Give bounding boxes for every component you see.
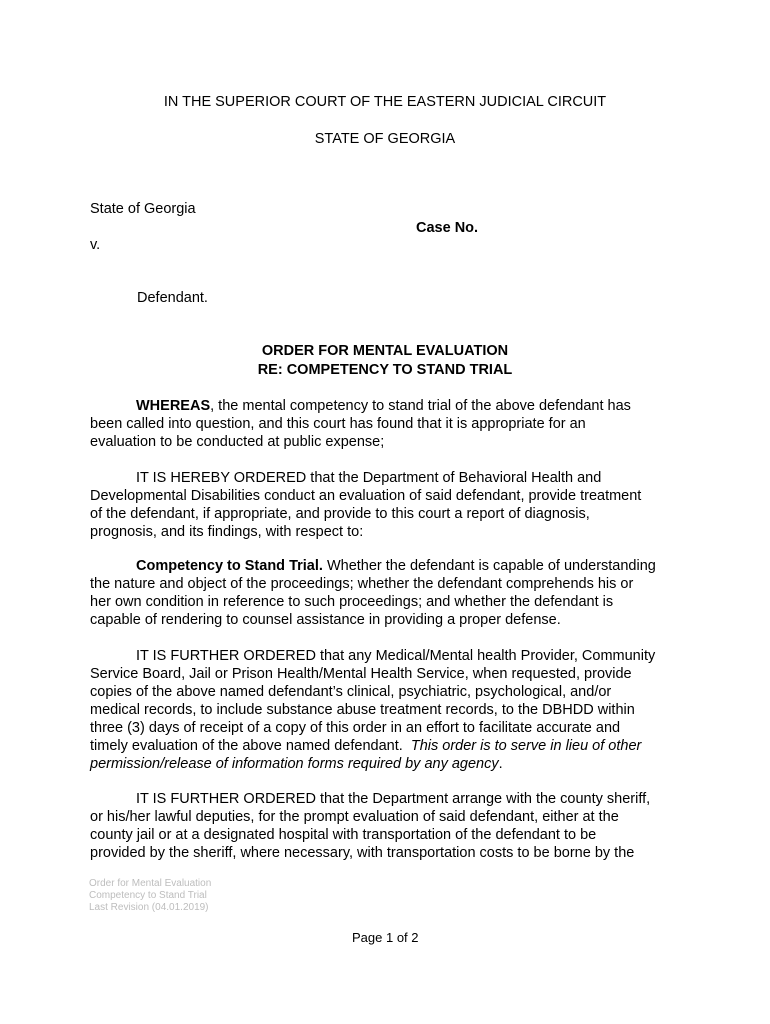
order-subtitle: RE: COMPETENCY TO STAND TRIAL	[257, 362, 513, 378]
state-heading: STATE OF GEORGIA	[314, 131, 456, 147]
footer-form-subtitle: Competency to Stand Trial	[89, 890, 207, 901]
page-number: Page 1 of 2	[352, 930, 419, 945]
competency-lead: Competency to Stand Trial.	[136, 558, 323, 574]
footer-revision: Last Revision (04.01.2019)	[89, 902, 209, 913]
case-number-label: Case No.	[416, 220, 479, 236]
whereas-paragraph: WHEREAS, the mental competency to stand trial of the above defendant has been called into question, and this court has found that it is appropriate for an evaluation to be conducted at public expense;	[90, 398, 631, 450]
versus-text: v.	[90, 237, 101, 253]
further-ordered-records-paragraph: IT IS FURTHER ORDERED that any Medical/Mental health Provider, Community Service Board, Jail or Prison Health/Mental Health Service, when requested, provide copies of the above named defendant’s clinical, psychiatric, psychological, and/or medical records, to include substance abuse treatment records, to the DBHDD within three (3) days of receipt of a copy of this order in an effort to facilitate accurate and timely evaluation of the above named defendant. This order is to serve in lieu of other permission/release of information forms required by any agency.	[90, 648, 656, 772]
court-heading: IN THE SUPERIOR COURT OF THE EASTERN JUDICIAL CIRCUIT	[163, 94, 607, 110]
order-title: ORDER FOR MENTAL EVALUATION	[261, 343, 509, 359]
whereas-lead: WHEREAS	[136, 398, 211, 414]
competency-paragraph: Competency to Stand Trial. Whether the defendant is capable of understanding the nature and object of the proceedings; whether the defendant comprehends his or her own condition in reference to such proceedings; and whether the defendant is capable of rendering to counsel assistance in providing a proper defense.	[90, 558, 656, 628]
further-ordered-transport-paragraph: IT IS FURTHER ORDERED that the Department arrange with the county sheriff, or his/her lawful deputies, for the prompt evaluation of said defendant, either at the county jail or at a designated hospital with transportation of the defendant to be provided by the sheriff, where necessary, with transportation costs to be borne by the	[90, 791, 651, 861]
plaintiff-name: State of Georgia	[90, 201, 196, 217]
defendant-label: Defendant.	[137, 290, 208, 306]
footer-form-name: Order for Mental Evaluation	[89, 878, 212, 889]
ordered-paragraph: IT IS HEREBY ORDERED that the Department of Behavioral Health and Developmental Disabilities conduct an evaluation of said defendant, provide treatment of the defendant, if appropriate, and provide to this court a report of diagnosis, prognosis, and its findings, with respect to:	[90, 470, 642, 540]
